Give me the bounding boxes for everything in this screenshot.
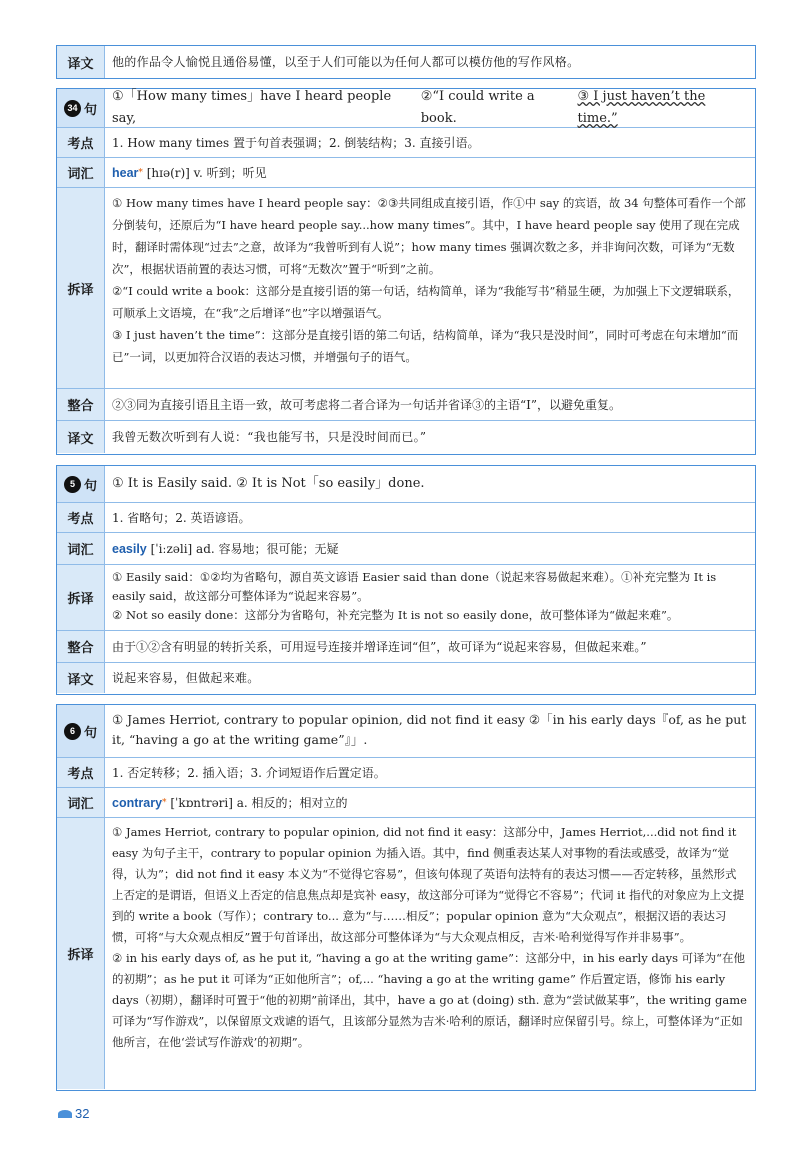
zhenghe-text: ②③同为直接引语且主语一致，故可考虑将二者合译为一句话并省译③的主语“I”，以避免重复。 [112,397,622,412]
sentence-text: ① It is Easily said. ② It is Not「so easily」done. [112,476,425,491]
sentence-part-1: ①「How many times」have I heard people say, [112,89,392,126]
kaodian-text: 1. How many times 置于句首表强调；2. 倒装结构；3. 直接引语。 [112,135,480,150]
chaiyi-paragraph: ① Easily said：①②均为省略句，源自英文谚语 Easier said than done（说起来容易做起来难）。①补充完整为 It is easily said，故这部分可整体译为“说起来容易”。 [112,570,717,603]
book-icon [58,1110,72,1118]
chaiyi-label: 拆译 [57,565,105,630]
kaodian-text: 1. 否定转移；2. 插入语；3. 介词短语作后置定语。 [112,765,386,780]
sentence-block-6 [56,704,756,1091]
zhenghe-label: 整合 [57,389,105,420]
star-icon: * [162,797,167,808]
yiwen-label: 译文 [57,421,105,453]
page-number: 32 [75,1106,90,1121]
vocab-definition: [ˈkɒntrəri] a. 相反的；相对立的 [170,795,348,810]
page-footer [58,1106,89,1121]
yiwen-text: 说起来容易，但做起来难。 [112,671,260,685]
yiwen-text: 我曾无数次听到有人说：“我也能写书，只是没时间而已。” [112,430,427,444]
zhenghe-label: 整合 [57,631,105,662]
vocab-word: easily [112,541,147,556]
sentence-text: ① James Herriot, contrary to popular opinion, did not find it easy ②「in his early days『of, as he put it, “having a go at the writing game”』」. [112,712,747,747]
vocab-word: hear [112,165,139,180]
chaiyi-paragraph: ① James Herriot, contrary to popular opinion, did not find it easy：这部分中，James Herriot,...did not find it easy 为句子主干，contrary to popular opinion 为插入语。其中，find 侧重表达某人对事物的看法或感受，故译为“觉得，认为”；did not find it easy 本义为“不觉得它容易”，但该句体现了英语句法特有的表达习惯——否定转移，虽然形式上否定的是谓语，但语义上否定的信息焦点却是宾补 easy，故这部分可译为“觉得它不容易”；代词 it 指代的对象应为上文提到的 write a book（写作）；contrary to... 意为“与……相反”；popular opinion 意为“大众观点”，根据汉语的表达习惯，可将“与大众观点相反”置于句首译出，故这部分可整体译为“与大众观点相反，吉米·哈利觉得写作并非易事”。 [112,825,745,944]
yiwen-label: 译文 [57,663,105,693]
cihui-label: 词汇 [57,158,105,187]
chaiyi-text [105,818,755,1089]
cihui-label: 词汇 [57,533,105,564]
chaiyi-paragraph: ② in his early days of, as he put it, “having a go at the writing game”：这部分中，in his early days 可译为“在他的初期”；as he put it 可译为“正如他所言”；of,... “having a go at the writing game” 作后置定语，修饰 his early days（初期），翻译时可置于“他的初期”前译出，其中，have a go at (doing) sth. 意为“尝试做某事”，the writing game 可译为“写作游戏”，以保留原文戏谑的语气，且该部分显然为吉米·哈利的原话，翻译时应保留引号。综上，可整体译为“正如他所言，在他‘尝试写作游戏’的初期”。 [112,951,747,1049]
number-badge: 5 [64,476,81,493]
zhenghe-text: 由于①②含有明显的转折关系，可用逗号连接并增译连词“但”，故可译为“说起来容易，但做起来难。” [112,639,647,654]
number-badge: 6 [64,723,81,740]
yiwen-text: 他的作品令人愉悦且通俗易懂，以至于人们可能以为任何人都可以模仿他的写作风格。 [112,55,580,69]
yiwen-block-top [56,45,756,79]
chaiyi-paragraph: ③ I just haven’t the time”：这部分是直接引语的第二句话，结构简单，译为“我只是没时间”，同时可考虑在句末增加“而已”一词，以更加符合汉语的表达习惯，并增强句子的语气。 [112,328,739,364]
kaodian-text: 1. 省略句；2. 英语谚语。 [112,510,251,525]
yiwen-label: 译文 [57,46,105,78]
sentence-block-34 [56,88,756,455]
sentence-number [57,89,105,127]
cihui-entry [105,158,755,187]
chaiyi-paragraph: ② Not so easily done：这部分为省略句，补充完整为 It is not so easily done，故可整体译为“做起来难”。 [112,608,679,622]
chaiyi-label: 拆译 [57,188,105,388]
cihui-label: 词汇 [57,788,105,817]
number-badge: 34 [64,100,81,117]
kaodian-label: 考点 [57,128,105,157]
chaiyi-paragraph: ②“I could write a book：这部分是直接引语的第一句话，结构简单，译为“我能写书”稍显生硬，为加强上下文逻辑联系，可顺承上文语境，在“我”之后增译“也”字以增强语气。 [112,284,740,320]
kaodian-label: 考点 [57,758,105,787]
sentence-part-3: ③ I just haven’t the time.” [577,89,706,126]
sentence-label: 句 [83,725,97,741]
cihui-entry [105,533,755,564]
sentence-number [57,466,105,502]
sentence-text [105,89,755,127]
sentence-part-2: ②“I could write a book. [420,89,535,126]
sentence-label: 句 [83,478,97,494]
chaiyi-label: 拆译 [57,818,105,1089]
cihui-entry [105,788,755,817]
vocab-definition: [hɪə(r)] v. 听到；听见 [146,165,267,180]
vocab-definition: [ˈiːzəli] ad. 容易地；很可能；无疑 [150,541,339,556]
sentence-block-5 [56,465,756,695]
chaiyi-text [105,565,755,630]
chaiyi-paragraph: ① How many times have I heard people say：②③共同组成直接引语，作①中 say 的宾语，故 34 句整体可看作一个部分倒装句，还原后为“I have heard people say...how many times”。其中，I have heard people say 使用了现在完成时，翻译时需体现“过去”之意，故译为“我曾听到有人说”；how many times 强调次数之多，并非询问次数，可译为“无数次”，根据状语前置的表达习惯，可将“无数次”置于“听到”之前。 [112,196,746,276]
sentence-label: 句 [83,102,97,118]
star-icon: * [138,167,143,178]
kaodian-label: 考点 [57,503,105,532]
sentence-number [57,705,105,757]
chaiyi-text [105,188,755,388]
vocab-word: contrary [112,795,163,810]
